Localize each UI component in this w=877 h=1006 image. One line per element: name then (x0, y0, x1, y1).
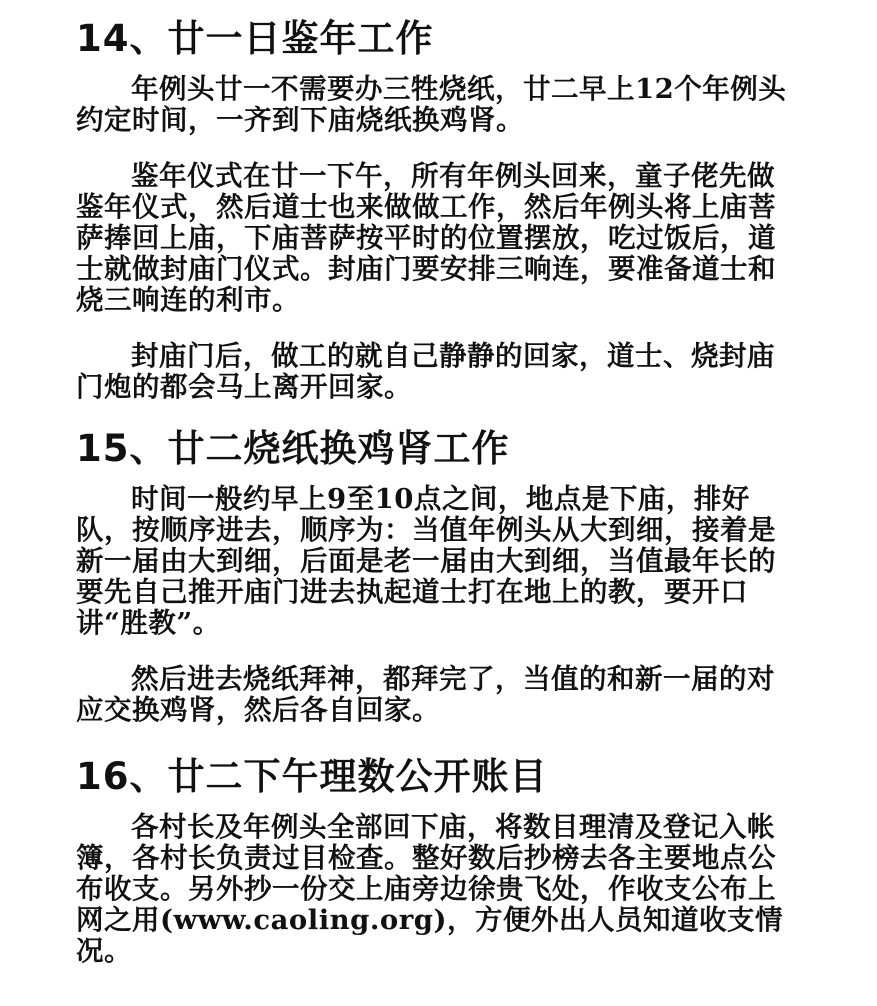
paragraph: 年例头廿一不需要办三牲烧纸，廿二早上12个年例头约定时间，一齐到下庙烧纸换鸡肾。 (76, 73, 787, 136)
section-15 (76, 424, 796, 726)
section-heading-14: 14、廿一日鉴年工作 (76, 17, 434, 60)
section-heading-15: 15、廿二烧纸换鸡肾工作 (76, 427, 510, 470)
section-heading-16: 16、廿二下午理数公开账目 (76, 755, 548, 798)
section-14 (76, 14, 796, 403)
paragraph: 时间一般约早上9至10点之间，地点是下庙，排好队，按顺序进去，顺序为：当值年例头从大到细，接着是新一届由大到细，后面是老一届由大到细，当值最年长的要先自己推开庙门进去执起道士打在地上的教，要开口讲“胜教”。 (76, 483, 776, 639)
paragraph: 封庙门后，做工的就自己静静的回家，道士、烧封庙门炮的都会马上离开回家。 (76, 340, 775, 403)
section-16 (76, 752, 796, 967)
paragraph: 各村长及年例头全部回下庙，将数目理清及登记入帐簿，各村长负责过目检查。整好数后抄榜去各主要地点公布收支。另外抄一份交上庙旁边徐贵飞处，作收支公布上网之用(www.caoling.org)，方便外出人员知道收支情况。 (76, 811, 784, 967)
paragraph: 然后进去烧纸拜神，都拜完了，当值的和新一届的对应交换鸡肾，然后各自回家。 (76, 663, 775, 726)
paragraph: 鉴年仪式在廿一下午，所有年例头回来，童子佬先做鉴年仪式，然后道士也来做做工作，然后年例头将上庙菩萨捧回上庙，下庙菩萨按平时的位置摆放，吃过饭后，道士就做封庙门仪式。封庙门要安排三响连，要准备道士和烧三响连的利市。 (76, 160, 776, 316)
